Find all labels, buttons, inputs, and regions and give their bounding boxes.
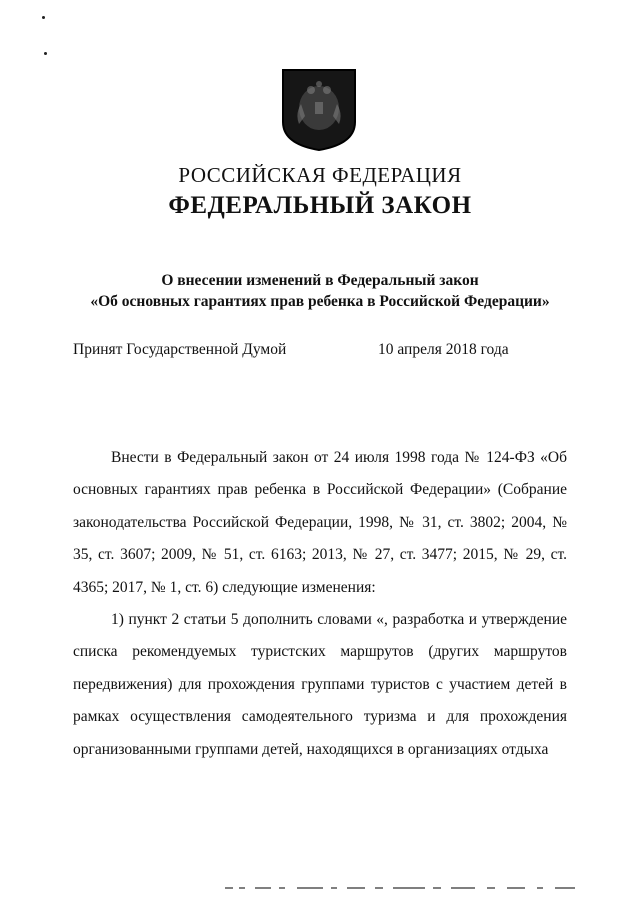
scan-mark [44, 52, 47, 55]
adoption-date: 10 апреля 2018 года [378, 341, 509, 358]
law-title [0, 270, 640, 312]
body-paragraph: 1) пункт 2 статьи 5 дополнить словами «, разработка и утверждение списка рекомендуемых туристских маршрутов (других маршрутов передвижения) для прохождения группами туристов с участием детей в рамках осуществления самодеятельного туризма и для прохождения организованными группами детей, находящихся в организациях отдыха [73, 611, 567, 758]
country-name: РОССИЙСКАЯ ФЕДЕРАЦИЯ [178, 163, 462, 187]
law-body [73, 442, 567, 766]
law-type-heading: ФЕДЕРАЛЬНЫЙ ЗАКОН [168, 192, 472, 219]
scan-mark [42, 16, 45, 19]
law-title-line: «Об основных гарантиях прав ребенка в Российской Федерации» [90, 293, 550, 310]
law-title-line: О внесении изменений в Федеральный закон [161, 272, 479, 289]
coat-of-arms-icon [281, 68, 357, 152]
adopted-by: Принят Государственной Думой [73, 341, 287, 358]
scan-footer-marks [225, 886, 585, 890]
body-paragraph: Внести в Федеральный закон от 24 июля 1998 года № 124-ФЗ «Об основных гарантиях прав ребенка в Российской Федерации» (Собрание законодательства Российской Федерации, 1998, № 31, ст. 3802; 2004, № 35, ст. 3607; 2009, № 51, ст. 6163; 2013, № 27, ст. 3477; 2015, № 29, ст. 4365; 2017, № 1, ст. 6) следующие изменения: [73, 449, 567, 596]
